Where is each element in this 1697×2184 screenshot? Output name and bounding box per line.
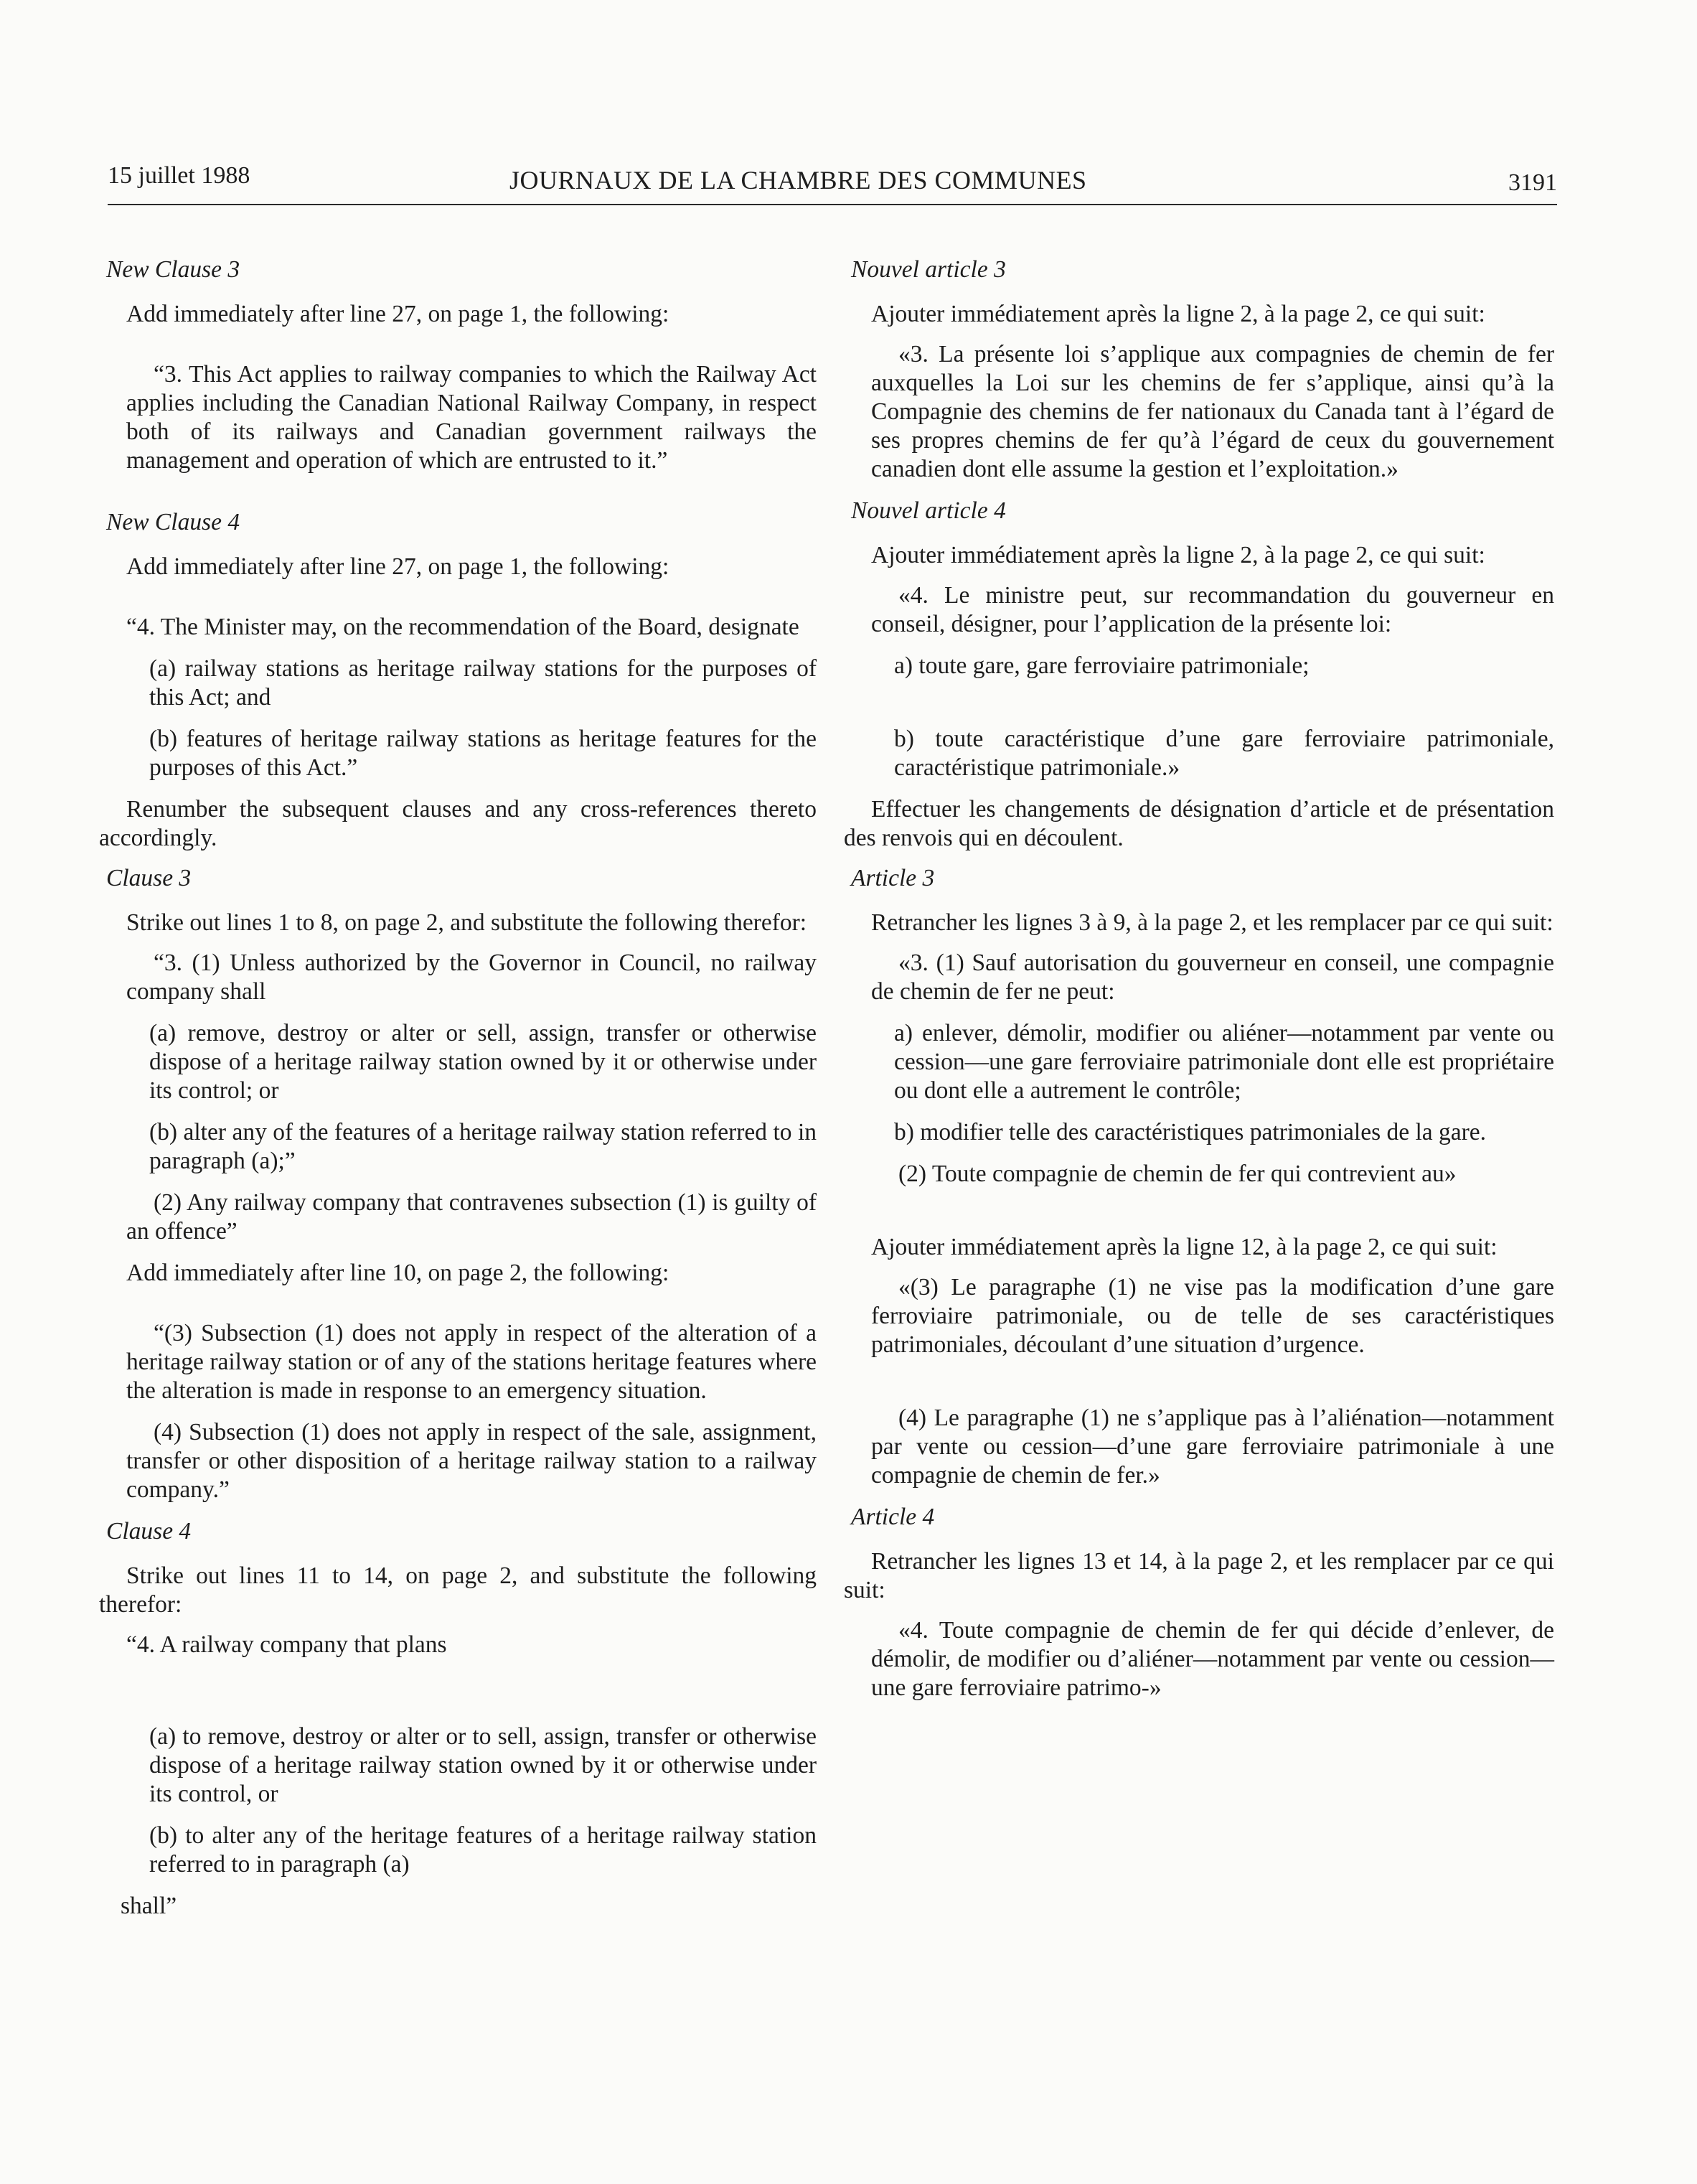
instruction: Effectuer les changements de désignation d’article et de présentation des renvois qui en découlent. bbox=[844, 796, 1554, 851]
header-date: 15 juillet 1988 bbox=[108, 162, 250, 189]
heading-article-3: Article 3 bbox=[851, 865, 935, 891]
heading-new-clause-3: New Clause 3 bbox=[106, 256, 240, 283]
heading-article-4: Article 4 bbox=[851, 1504, 935, 1530]
quoted-clause: «3. (1) Sauf autorisation du gouverneur en conseil, une compagnie de chemin de fer ne peut: bbox=[871, 950, 1554, 1005]
quoted-subsection: (2) Any railway company that contravenes subsection (1) is guilty of an offence” bbox=[126, 1189, 817, 1245]
instruction: Ajouter immédiatement après la ligne 2, à la page 2, ce qui suit: bbox=[871, 301, 1485, 327]
quoted-paragraph: a) enlever, démolir, modifier ou aliéner—notamment par vente ou cession—une gare ferroviaire patrimoniale dont elle est propriétaire ou dont elle a autrement le contrôle; bbox=[894, 1020, 1554, 1104]
instruction: Retrancher les lignes 3 à 9, à la page 2, et les remplacer par ce qui suit: bbox=[871, 909, 1553, 936]
quoted-paragraph: (b) to alter any of the heritage features of a heritage railway station referred to in paragraph (a) bbox=[149, 1822, 817, 1878]
quoted-subsection: «(3) Le paragraphe (1) ne vise pas la modification d’une gare ferroviaire patrimoniale, ou de telle de ses caractéristiques patrimoniales, découlant d’une situation d’urgence. bbox=[871, 1274, 1554, 1358]
quoted-clause: “3. (1) Unless authorized by the Governor in Council, no railway company shall bbox=[126, 950, 817, 1005]
quoted-clause: «4. Le ministre peut, sur recommandation du gouverneur en conseil, désigner, pour l’application de la présente loi: bbox=[871, 582, 1554, 637]
english-column bbox=[99, 256, 817, 1921]
quoted-paragraph: (a) railway stations as heritage railway stations for the purposes of this Act; and bbox=[149, 655, 817, 711]
page-number: 3191 bbox=[1508, 169, 1557, 196]
quoted-subsection: (4) Subsection (1) does not apply in respect of the sale, assignment, transfer or other disposition of a heritage railway station to a railway company.” bbox=[126, 1419, 817, 1503]
quoted-paragraph: b) modifier telle des caractéristiques patrimoniales de la gare. bbox=[894, 1119, 1487, 1145]
quoted-clause: “3. This Act applies to railway companies to which the Railway Act applies including the Canadian National Railway Company, in respect both of its railways and Canadian government railways the management and operation of which are entrusted to it.” bbox=[126, 361, 817, 474]
quoted-paragraph: a) toute gare, gare ferroviaire patrimoniale; bbox=[894, 652, 1310, 679]
quoted-subsection: (2) Toute compagnie de chemin de fer qui contrevient au» bbox=[898, 1161, 1457, 1187]
instruction: Ajouter immédiatement après la ligne 12, à la page 2, ce qui suit: bbox=[871, 1234, 1498, 1260]
instruction: Retrancher les lignes 13 et 14, à la page 2, et les remplacer par ce qui suit: bbox=[844, 1548, 1554, 1603]
instruction: Add immediately after line 27, on page 1, the following: bbox=[126, 553, 669, 580]
heading-clause-3: Clause 3 bbox=[106, 865, 192, 891]
instruction: Strike out lines 11 to 14, on page 2, and substitute the following therefor: bbox=[99, 1562, 817, 1618]
quoted-clause: «4. Toute compagnie de chemin de fer qui décide d’enlever, de démolir, de modifier ou d’aliéner—notamment par vente ou cession—une gare ferroviaire patrimo-» bbox=[871, 1617, 1554, 1701]
instruction: Renumber the subsequent clauses and any cross-references thereto accordingly. bbox=[99, 796, 817, 851]
quoted-paragraph: (b) features of heritage railway stations as heritage features for the purposes of this Act.” bbox=[149, 726, 817, 781]
page-header bbox=[108, 162, 1557, 205]
heading-clause-4: Clause 4 bbox=[106, 1518, 192, 1545]
instruction: Ajouter immédiatement après la ligne 2, à la page 2, ce qui suit: bbox=[871, 542, 1485, 568]
quoted-paragraph: (a) to remove, destroy or alter or to sell, assign, transfer or otherwise dispose of a heritage railway station owned by it or otherwise under its control, or bbox=[149, 1723, 817, 1807]
quoted-paragraph: (b) alter any of the features of a heritage railway station referred to in paragraph (a);” bbox=[149, 1119, 817, 1174]
quoted-subsection: (4) Le paragraphe (1) ne s’applique pas à l’aliénation—notamment par vente ou cession—d’une gare ferroviaire patrimoniale à une compagnie de chemin de fer.» bbox=[871, 1405, 1554, 1489]
quoted-subsection: “(3) Subsection (1) does not apply in respect of the alteration of a heritage railway station or of any of the stations heritage features where the alteration is made in response to an emergency situation. bbox=[126, 1320, 817, 1404]
quoted-clause: “4. A railway company that plans bbox=[126, 1631, 447, 1658]
instruction: Add immediately after line 27, on page 1, the following: bbox=[126, 301, 669, 327]
quoted-paragraph: b) toute caractéristique d’une gare ferroviaire patrimoniale, caractéristique patrimoniale.» bbox=[894, 726, 1554, 781]
french-column bbox=[844, 256, 1554, 1715]
quoted-ending: shall” bbox=[121, 1893, 177, 1919]
heading-nouvel-article-4: Nouvel article 4 bbox=[851, 497, 1006, 524]
instruction: Add immediately after line 10, on page 2, the following: bbox=[126, 1260, 669, 1286]
instruction: Strike out lines 1 to 8, on page 2, and substitute the following therefor: bbox=[126, 909, 807, 936]
header-journal-title: JOURNAUX DE LA CHAMBRE DES COMMUNES bbox=[509, 166, 1087, 195]
heading-nouvel-article-3: Nouvel article 3 bbox=[851, 256, 1006, 283]
quoted-clause: «3. La présente loi s’applique aux compagnies de chemin de fer auxquelles la Loi sur les chemins de fer s’applique, ainsi qu’à la Compagnie des chemins de fer nationaux du Canada tant à l’égard de ses propres chemins de fer qu’à l’égard de ceux du gouvernement canadien dont elle assume la gestion et l’exploitation.» bbox=[871, 341, 1554, 482]
quoted-clause: “4. The Minister may, on the recommendation of the Board, designate bbox=[126, 614, 799, 640]
quoted-paragraph: (a) remove, destroy or alter or sell, assign, transfer or otherwise dispose of a heritage railway station owned by it or otherwise under its control; or bbox=[149, 1020, 817, 1104]
heading-new-clause-4: New Clause 4 bbox=[106, 509, 240, 535]
